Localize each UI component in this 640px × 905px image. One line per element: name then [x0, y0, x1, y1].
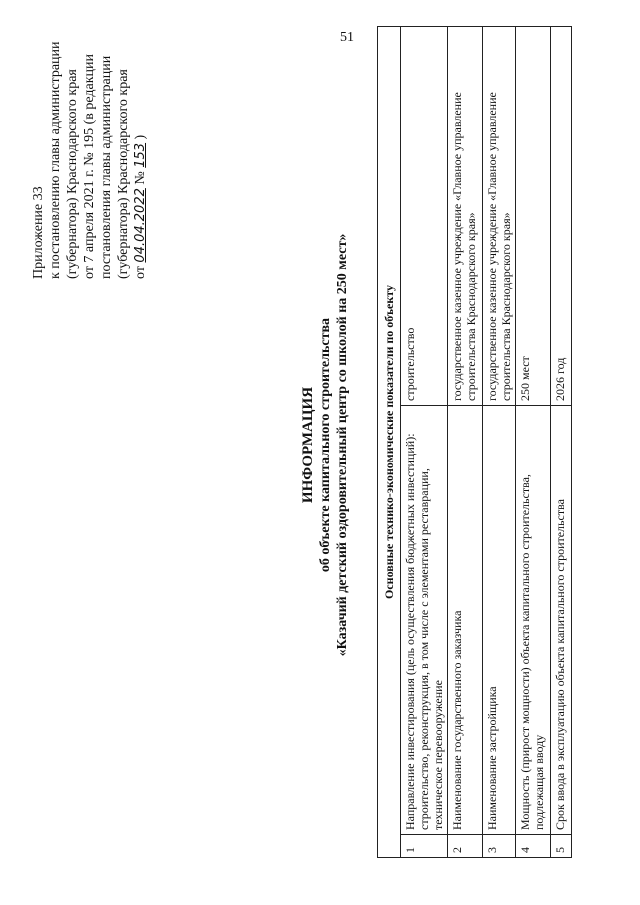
- appendix-prefix: от: [133, 266, 148, 279]
- table-row: [401, 27, 448, 858]
- row-value: строительство: [401, 27, 448, 406]
- row-value: 250 мест: [516, 27, 551, 406]
- appendix-line: Приложение 33: [31, 186, 46, 279]
- title-line-3: «Казачий детский оздоровительный центр со школой на 250 мест»: [335, 233, 350, 657]
- title-line-2: об объекте капитального строительства: [318, 317, 333, 573]
- document-title: [300, 5, 351, 885]
- indicators-table: [377, 26, 572, 858]
- row-value: государственное казенное учреждение «Главное управление строительства Краснодарского края»: [448, 27, 483, 406]
- row-label: Направление инвестирования (цель осуществления бюджетных инвестиций): строительство, реконструкция, в том числе с элементами реставрации, техническое перевооружение: [401, 406, 448, 835]
- closing-paren: ): [133, 134, 148, 140]
- row-number: 4: [516, 835, 551, 858]
- row-label: Наименование государственного заказчика: [448, 406, 483, 835]
- appendix-line: (губернатора) Краснодарского края: [65, 69, 80, 279]
- appendix-line: от 7 апреля 2021 г. № 195 (в редакции: [82, 53, 97, 279]
- appendix-last-line: [132, 9, 149, 279]
- title-heading: ИНФОРМАЦИЯ: [300, 386, 316, 504]
- table-header: Основные технико-экономические показатели по объекту: [378, 27, 401, 858]
- appendix-line: к постановлению главы администрации: [48, 41, 63, 279]
- rotated-page-content: [20, 5, 620, 885]
- row-label: Срок ввода в эксплуатацию объекта капитального строительства: [551, 406, 572, 835]
- row-number: 2: [448, 835, 483, 858]
- handwritten-date: 04.04.2022: [133, 188, 148, 263]
- table-row: [483, 27, 516, 858]
- appendix-block: [30, 9, 149, 279]
- number-sign: №: [133, 171, 148, 185]
- row-number: 5: [551, 835, 572, 858]
- row-number: 3: [483, 835, 516, 858]
- row-value: 2026 год: [551, 27, 572, 406]
- page-number: 51: [340, 30, 354, 45]
- row-number: 1: [401, 835, 448, 858]
- row-value: государственное казенное учреждение «Главное управление строительства Краснодарского края»: [483, 27, 516, 406]
- row-label: Мощность (прирост мощности) объекта капитального строительства, подлежащая вводу: [516, 406, 551, 835]
- table-row: [448, 27, 483, 858]
- appendix-line: (губернатора) Краснодарского края: [116, 69, 131, 279]
- appendix-line: постановления главы администрации: [99, 55, 114, 279]
- table-row: [551, 27, 572, 858]
- handwritten-number: 153: [133, 142, 148, 168]
- row-label: Наименование застройщика: [483, 406, 516, 835]
- table-row: [516, 27, 551, 858]
